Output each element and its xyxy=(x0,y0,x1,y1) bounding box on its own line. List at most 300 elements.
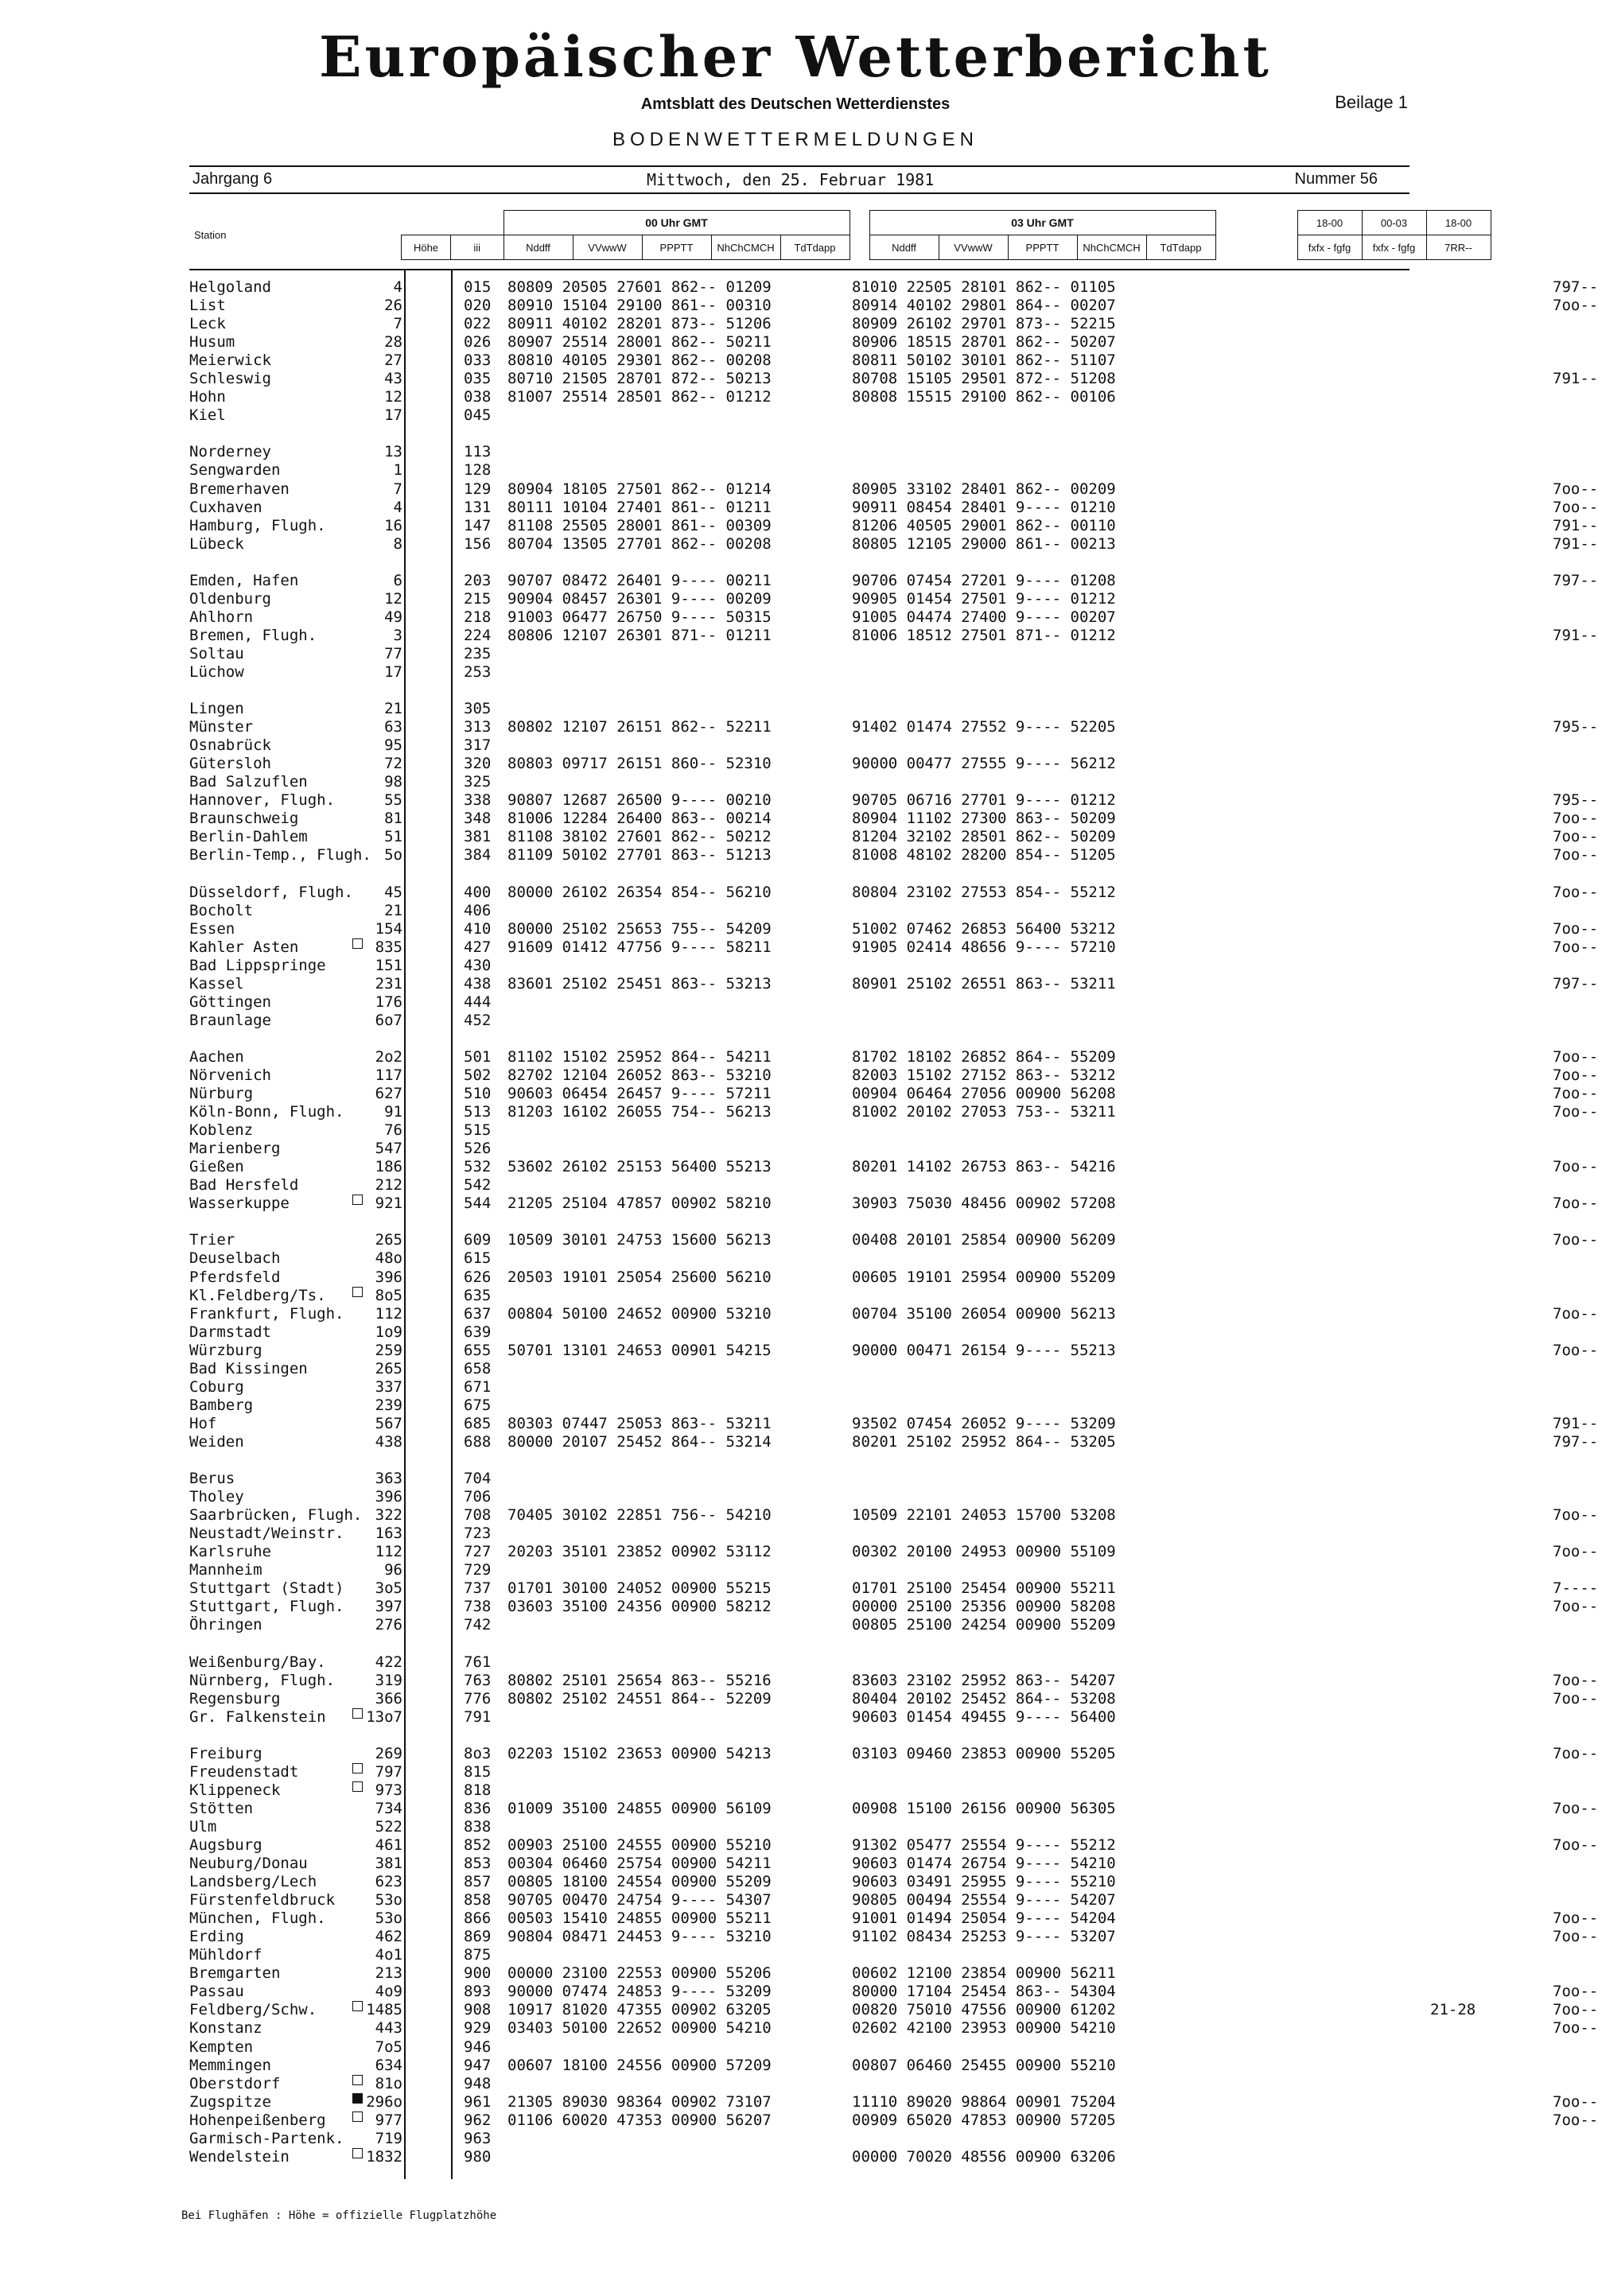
station-name: Saarbrücken, Flugh. xyxy=(189,1506,363,1525)
header-rule xyxy=(189,269,1409,270)
table-row xyxy=(189,2111,1598,2130)
table-row xyxy=(189,846,1598,864)
table-row xyxy=(189,1579,1598,1598)
station-name: Bad Salzuflen xyxy=(189,773,308,791)
hoehe-value: 319 xyxy=(375,1671,402,1689)
header-iii: iii xyxy=(451,235,504,260)
station-name: Bad Hersfeld xyxy=(189,1176,299,1195)
obs-03-gmt: 10509 22101 24053 15700 53208 xyxy=(852,1506,1116,1525)
obs-03-gmt: 03103 09460 23853 00900 55205 xyxy=(852,1744,1116,1762)
obs-03-gmt: 90905 01454 27501 9---- 01212 xyxy=(852,589,1116,608)
station-id: 875 xyxy=(464,1946,492,1964)
station-id: 325 xyxy=(464,773,492,791)
row-gap xyxy=(189,865,1414,884)
table-row xyxy=(189,1268,1414,1287)
hoehe-value: 322 xyxy=(375,1506,402,1525)
hoehe-value: 547 xyxy=(375,1140,402,1158)
table-row xyxy=(189,1799,1598,1818)
table-row xyxy=(189,1158,1598,1176)
table-row xyxy=(189,1744,1598,1763)
obs-00-gmt: 10509 30101 24753 15600 56213 xyxy=(507,1231,772,1249)
table-row xyxy=(189,626,1598,645)
hoehe-value: 45 xyxy=(384,883,402,901)
header-sub: TdTdapp xyxy=(780,235,850,260)
obs-03-gmt: 91302 05477 25554 9---- 55212 xyxy=(852,1836,1116,1854)
station-name: Nörvenich xyxy=(189,1066,271,1085)
beilage-label: Beilage 1 xyxy=(1335,92,1408,112)
obs-03-gmt: 80000 17104 25454 863-- 54304 xyxy=(852,1983,1116,2001)
obs-03-gmt: 00908 15100 26156 00900 56305 xyxy=(852,1799,1116,1817)
station-id: 671 xyxy=(464,1377,492,1396)
obs-03-gmt: 91001 01494 25054 9---- 54204 xyxy=(852,1909,1116,1928)
obs-03-gmt: 90805 00494 25554 9---- 54207 xyxy=(852,1891,1116,1909)
hoehe-value: 1485 xyxy=(366,2001,402,2019)
remark-wind: 21-28 xyxy=(1430,2001,1476,2019)
header-sub: Nddff xyxy=(504,235,573,260)
table-row xyxy=(189,608,1414,627)
obs-00-gmt: 80803 09717 26151 860-- 52310 xyxy=(507,755,772,773)
hoehe-value: 462 xyxy=(375,1928,402,1946)
obs-00-gmt: 80704 13505 27701 862-- 00208 xyxy=(507,534,772,553)
station-name: Bad Kissingen xyxy=(189,1359,308,1377)
station-id: 908 xyxy=(464,2001,492,2019)
station-name: Hof xyxy=(189,1414,217,1432)
obs-03-gmt: 00807 06460 25455 00900 55210 xyxy=(852,2056,1116,2074)
obs-03-gmt: 81002 20102 27053 753-- 53211 xyxy=(852,1103,1116,1121)
station-id: 156 xyxy=(464,534,492,553)
remark-precip: 791-- xyxy=(1553,1414,1598,1432)
row-gap xyxy=(189,1213,1414,1231)
table-row xyxy=(189,590,1414,608)
table-row xyxy=(189,1140,1414,1158)
station-id: 708 xyxy=(464,1506,492,1525)
station-id: 763 xyxy=(464,1671,492,1689)
station-id: 035 xyxy=(464,370,492,388)
station-name: Freudenstadt xyxy=(189,1762,299,1781)
station-name: Soltau xyxy=(189,644,244,662)
table-row xyxy=(189,1085,1598,1103)
obs-00-gmt: 80809 20505 27601 862-- 01209 xyxy=(507,278,772,296)
hoehe-value: 48o xyxy=(375,1249,402,1268)
hoehe-value: 835 xyxy=(375,938,402,956)
hoehe-value: 8o5 xyxy=(375,1286,402,1304)
hoehe-value: 3o5 xyxy=(375,1579,402,1598)
station-id: 869 xyxy=(464,1928,492,1946)
obs-00-gmt: 82702 12104 26052 863-- 53210 xyxy=(507,1066,772,1085)
remark-precip: 7oo-- xyxy=(1553,1231,1598,1249)
remark-precip: 7---- xyxy=(1553,1579,1598,1598)
hoehe-value: 3 xyxy=(393,626,402,644)
obs-03-gmt: 80708 15105 29501 872-- 51208 xyxy=(852,370,1116,388)
station-id: 427 xyxy=(464,938,492,956)
top-rule xyxy=(189,165,1409,167)
station-name: Husum xyxy=(189,333,235,352)
station-name: Coburg xyxy=(189,1377,244,1396)
obs-03-gmt: 80201 25102 25952 864-- 53205 xyxy=(852,1432,1116,1451)
table-row xyxy=(189,1249,1414,1268)
station-name: Gießen xyxy=(189,1158,244,1176)
hoehe-value: 921 xyxy=(375,1195,402,1213)
station-id: 688 xyxy=(464,1432,492,1451)
remark-precip: 7oo-- xyxy=(1553,1304,1598,1323)
station-name: Konstanz xyxy=(189,2019,262,2038)
obs-03-gmt: 80201 14102 26753 863-- 54216 xyxy=(852,1158,1116,1176)
hoehe-value: 21 xyxy=(384,700,402,718)
station-id: 501 xyxy=(464,1047,492,1066)
obs-03-gmt: 90000 00477 27555 9---- 56212 xyxy=(852,755,1116,773)
obs-03-gmt: 90603 03491 25955 9---- 55210 xyxy=(852,1873,1116,1891)
obs-03-gmt: 81006 18512 27501 871-- 01212 xyxy=(852,626,1116,644)
obs-00-gmt: 20203 35101 23852 00902 53112 xyxy=(507,1543,772,1561)
station-name: Lübeck xyxy=(189,534,244,553)
station-id: 852 xyxy=(464,1836,492,1854)
hoehe-value: 296o xyxy=(366,2092,402,2111)
remark-precip: 7oo-- xyxy=(1553,1066,1598,1085)
remark-precip: 7oo-- xyxy=(1553,1598,1598,1616)
table-row xyxy=(189,1341,1598,1360)
station-id: 513 xyxy=(464,1103,492,1121)
hoehe-value: 269 xyxy=(375,1744,402,1762)
table-row xyxy=(189,516,1598,535)
station-id: 658 xyxy=(464,1359,492,1377)
hoehe-value: 259 xyxy=(375,1341,402,1359)
table-row xyxy=(189,919,1598,938)
row-gap xyxy=(189,554,1414,572)
hoehe-value: 49 xyxy=(384,608,402,626)
hoehe-value: 51 xyxy=(384,828,402,846)
station-name: Ulm xyxy=(189,1817,217,1836)
obs-00-gmt: 03603 35100 24356 00900 58212 xyxy=(507,1598,772,1616)
table-row xyxy=(189,1946,1414,1964)
obs-00-gmt: 80910 15104 29100 861-- 00310 xyxy=(507,297,772,315)
header-station: Station xyxy=(194,229,227,241)
station-id: 128 xyxy=(464,461,492,480)
table-row xyxy=(189,480,1598,499)
station-id: 313 xyxy=(464,718,492,736)
table-row xyxy=(189,1855,1414,1873)
mountain-station-icon xyxy=(352,938,363,949)
station-name: Braunlage xyxy=(189,1011,271,1029)
obs-00-gmt: 80806 12107 26301 871-- 01211 xyxy=(507,626,772,644)
station-name: Bremerhaven xyxy=(189,480,290,498)
station-id: 706 xyxy=(464,1488,492,1506)
station-name: Frankfurt, Flugh. xyxy=(189,1304,344,1323)
obs-03-gmt: 81206 40505 29001 862-- 00110 xyxy=(852,516,1116,534)
hoehe-value: 1o9 xyxy=(375,1323,402,1341)
station-name: Schleswig xyxy=(189,370,271,388)
station-name: Helgoland xyxy=(189,278,271,296)
mountain-station-icon xyxy=(352,1195,363,1205)
header-sub: TdTdapp xyxy=(1146,235,1215,260)
hoehe-value: 6 xyxy=(393,571,402,589)
remark-precip: 7oo-- xyxy=(1553,498,1598,516)
column-header xyxy=(189,210,1491,260)
station-table xyxy=(189,278,1598,2166)
station-name: Erding xyxy=(189,1928,244,1946)
hoehe-value: 438 xyxy=(375,1432,402,1451)
obs-00-gmt: 70405 30102 22851 756-- 54210 xyxy=(507,1506,772,1525)
station-id: 235 xyxy=(464,644,492,662)
row-gap xyxy=(189,1030,1414,1048)
station-name: Pferdsfeld xyxy=(189,1268,281,1286)
station-name: Karlsruhe xyxy=(189,1543,271,1561)
jahrgang: Jahrgang 6 xyxy=(192,170,273,188)
table-row xyxy=(189,1708,1414,1727)
hoehe-value: 17 xyxy=(384,406,402,425)
obs-00-gmt: 90707 08472 26401 9---- 00211 xyxy=(507,571,772,589)
station-name: Marienberg xyxy=(189,1140,281,1158)
obs-00-gmt: 81102 15102 25952 864-- 54211 xyxy=(507,1047,772,1066)
obs-03-gmt: 80808 15515 29100 862-- 00106 xyxy=(852,388,1116,406)
remark-precip: 791-- xyxy=(1553,516,1598,534)
station-id: 791 xyxy=(464,1707,492,1726)
station-id: 045 xyxy=(464,406,492,425)
station-id: 129 xyxy=(464,480,492,498)
hoehe-value: 6o7 xyxy=(375,1011,402,1029)
header-r2-sub: fxfx - fgfg xyxy=(1362,235,1426,260)
remark-precip: 7oo-- xyxy=(1553,919,1598,938)
table-row xyxy=(189,1231,1598,1249)
station-name: Gütersloh xyxy=(189,755,271,773)
hoehe-value: 81o xyxy=(375,2074,402,2092)
station-name: Stuttgart (Stadt) xyxy=(189,1579,344,1598)
hoehe-value: 53o xyxy=(375,1891,402,1909)
table-row xyxy=(189,2001,1598,2019)
hoehe-value: 973 xyxy=(375,1781,402,1799)
obs-03-gmt: 91905 02414 48656 9---- 57210 xyxy=(852,938,1116,956)
station-id: 838 xyxy=(464,1817,492,1836)
remark-precip: 791-- xyxy=(1553,370,1598,388)
hoehe-value: 96 xyxy=(384,1561,402,1579)
hoehe-value: 522 xyxy=(375,1817,402,1836)
table-row xyxy=(189,1066,1598,1085)
obs-00-gmt: 90904 08457 26301 9---- 00209 xyxy=(507,589,772,608)
obs-00-gmt: 80303 07447 25053 863-- 53211 xyxy=(507,1414,772,1432)
obs-00-gmt: 00503 15410 24855 00900 55211 xyxy=(507,1909,772,1928)
station-name: Tholey xyxy=(189,1488,244,1506)
station-id: 444 xyxy=(464,993,492,1011)
table-row xyxy=(189,461,1414,480)
obs-00-gmt: 50701 13101 24653 00901 54215 xyxy=(507,1341,772,1359)
station-id: 338 xyxy=(464,791,492,810)
table-row xyxy=(189,1121,1414,1140)
remark-precip: 7oo-- xyxy=(1553,1341,1598,1359)
remark-precip: 797-- xyxy=(1553,571,1598,589)
remark-precip: 7oo-- xyxy=(1553,846,1598,864)
table-row xyxy=(189,1891,1414,1909)
station-name: Nürnberg, Flugh. xyxy=(189,1671,336,1689)
station-name: Meierwick xyxy=(189,352,271,370)
table-row xyxy=(189,1653,1414,1672)
station-name: Würzburg xyxy=(189,1341,262,1359)
obs-00-gmt: 81108 25505 28001 861-- 00309 xyxy=(507,516,772,534)
remark-precip: 7oo-- xyxy=(1553,810,1598,828)
table-row xyxy=(189,1432,1598,1451)
station-id: 8o3 xyxy=(464,1744,492,1762)
header-r1-sub: fxfx - fgfg xyxy=(1297,235,1362,260)
hoehe-value: 443 xyxy=(375,2019,402,2038)
table-row xyxy=(189,773,1414,791)
remark-precip: 7oo-- xyxy=(1553,1671,1598,1689)
hoehe-value: 397 xyxy=(375,1598,402,1616)
station-id: 723 xyxy=(464,1525,492,1543)
obs-03-gmt: 00408 20101 25854 00900 56209 xyxy=(852,1231,1116,1249)
header-sub: PPPTT xyxy=(1008,235,1077,260)
hoehe-value: 21 xyxy=(384,901,402,919)
station-name: Oberstdorf xyxy=(189,2074,281,2092)
station-name: Kl.Feldberg/Ts. xyxy=(189,1286,326,1304)
obs-00-gmt: 81006 12284 26400 863-- 00214 xyxy=(507,810,772,828)
station-id: 317 xyxy=(464,736,492,755)
table-row xyxy=(189,700,1414,718)
obs-00-gmt: 81007 25514 28501 862-- 01212 xyxy=(507,388,772,406)
obs-00-gmt: 10917 81020 47355 00902 63205 xyxy=(507,2001,772,2019)
station-name: Freiburg xyxy=(189,1744,262,1762)
table-row xyxy=(189,370,1598,388)
header-sub: NhChCMCH xyxy=(711,235,780,260)
station-name: Lüchow xyxy=(189,662,244,681)
station-id: 818 xyxy=(464,1781,492,1799)
hoehe-value: 627 xyxy=(375,1085,402,1103)
table-row xyxy=(189,1818,1414,1836)
table-row xyxy=(189,663,1414,682)
station-name: Berus xyxy=(189,1470,235,1488)
obs-03-gmt: 00000 25100 25356 00900 58208 xyxy=(852,1598,1116,1616)
table-row xyxy=(189,1983,1598,2001)
table-row xyxy=(189,1836,1598,1855)
station-id: 320 xyxy=(464,755,492,773)
remark-precip: 7oo-- xyxy=(1553,1543,1598,1561)
mountain-station-icon xyxy=(352,2111,363,2122)
obs-00-gmt: 00607 18100 24556 00900 57209 xyxy=(507,2056,772,2074)
table-row xyxy=(189,1763,1414,1781)
obs-03-gmt: 90603 01474 26754 9---- 54210 xyxy=(852,1855,1116,1873)
remark-precip: 7oo-- xyxy=(1553,1799,1598,1817)
table-row xyxy=(189,388,1414,406)
remark-precip: 791-- xyxy=(1553,534,1598,553)
remark-precip: 7oo-- xyxy=(1553,1506,1598,1525)
table-row xyxy=(189,902,1414,920)
station-name: Hannover, Flugh. xyxy=(189,791,336,810)
table-row xyxy=(189,1689,1598,1708)
issue-date: Mittwoch, den 25. Februar 1981 xyxy=(647,170,935,189)
table-row xyxy=(189,1909,1598,1928)
table-row xyxy=(189,974,1598,993)
hoehe-value: 4o9 xyxy=(375,1983,402,2001)
station-id: 637 xyxy=(464,1304,492,1323)
table-row xyxy=(189,1103,1598,1121)
hoehe-value: 98 xyxy=(384,773,402,791)
hoehe-value: 2o2 xyxy=(375,1047,402,1066)
station-name: Memmingen xyxy=(189,2056,271,2074)
station-id: 410 xyxy=(464,919,492,938)
remark-precip: 7oo-- xyxy=(1553,1836,1598,1854)
station-id: 948 xyxy=(464,2074,492,2092)
obs-00-gmt: 90807 12687 26500 9---- 00210 xyxy=(507,791,772,810)
obs-00-gmt: 90000 07474 24853 9---- 53209 xyxy=(507,1983,772,2001)
obs-00-gmt: 80810 40105 29301 862-- 00208 xyxy=(507,352,772,370)
hoehe-value: 7o5 xyxy=(375,2038,402,2056)
station-id: 858 xyxy=(464,1891,492,1909)
table-row xyxy=(189,645,1414,663)
station-name: Cuxhaven xyxy=(189,498,262,516)
remark-precip: 7oo-- xyxy=(1553,1928,1598,1946)
remark-precip: 7oo-- xyxy=(1553,2092,1598,2111)
table-row xyxy=(189,1360,1414,1378)
hoehe-value: 734 xyxy=(375,1799,402,1817)
obs-03-gmt: 91005 04474 27400 9---- 00207 xyxy=(852,608,1116,626)
hoehe-value: 4o1 xyxy=(375,1946,402,1964)
info-rule xyxy=(189,192,1409,194)
obs-00-gmt: 80111 10104 27401 861-- 01211 xyxy=(507,498,772,516)
station-name: Norderney xyxy=(189,443,271,461)
table-row xyxy=(189,718,1598,736)
obs-00-gmt: 20503 19101 25054 25600 56210 xyxy=(507,1268,772,1286)
hoehe-value: 366 xyxy=(375,1689,402,1707)
station-id: 961 xyxy=(464,2092,492,2111)
table-row xyxy=(189,1195,1598,1213)
obs-00-gmt: 01106 60020 47353 00900 56207 xyxy=(507,2111,772,2129)
station-id: 384 xyxy=(464,846,492,864)
station-id: 438 xyxy=(464,974,492,993)
hoehe-value: 363 xyxy=(375,1470,402,1488)
obs-03-gmt: 80805 12105 29000 861-- 00213 xyxy=(852,534,1116,553)
table-row xyxy=(189,498,1598,517)
obs-03-gmt: 90706 07454 27201 9---- 01208 xyxy=(852,571,1116,589)
obs-03-gmt: 02602 42100 23953 00900 54210 xyxy=(852,2019,1116,2038)
header-sub: Nddff xyxy=(869,235,939,260)
remark-precip: 795-- xyxy=(1553,791,1598,810)
station-id: 836 xyxy=(464,1799,492,1817)
obs-03-gmt: 82003 15102 27152 863-- 53212 xyxy=(852,1066,1116,1085)
obs-03-gmt: 91402 01474 27552 9---- 52205 xyxy=(852,718,1116,736)
hoehe-value: 63 xyxy=(384,718,402,736)
table-row xyxy=(189,1047,1598,1066)
table-row xyxy=(189,1397,1414,1415)
station-name: Neuburg/Donau xyxy=(189,1855,308,1873)
remark-precip: 7oo-- xyxy=(1553,1195,1598,1213)
obs-00-gmt: 03403 50100 22652 00900 54210 xyxy=(507,2019,772,2038)
hoehe-value: 265 xyxy=(375,1231,402,1249)
mountain-station-icon xyxy=(352,2075,363,2085)
station-name: Hohenpeißenberg xyxy=(189,2111,326,2129)
station-name: Wasserkuppe xyxy=(189,1195,290,1213)
obs-00-gmt: 81109 50102 27701 863-- 51213 xyxy=(507,846,772,864)
remark-precip: 7oo-- xyxy=(1553,2001,1598,2019)
obs-03-gmt: 80914 40102 29801 864-- 00207 xyxy=(852,297,1116,315)
table-row xyxy=(189,2019,1598,2038)
station-name: Berlin-Dahlem xyxy=(189,828,308,846)
obs-00-gmt: 00804 50100 24652 00900 53210 xyxy=(507,1304,772,1323)
obs-03-gmt: 80909 26102 29701 873-- 52215 xyxy=(852,315,1116,333)
remark-precip: 7oo-- xyxy=(1553,1158,1598,1176)
obs-00-gmt: 80000 26102 26354 854-- 56210 xyxy=(507,883,772,901)
obs-03-gmt: 00605 19101 25954 00900 55209 xyxy=(852,1268,1116,1286)
hoehe-value: 4 xyxy=(393,498,402,516)
station-id: 305 xyxy=(464,700,492,718)
remark-precip: 7oo-- xyxy=(1553,1983,1598,2001)
hoehe-value: 12 xyxy=(384,589,402,608)
hoehe-value: 176 xyxy=(375,993,402,1011)
table-row xyxy=(189,2130,1414,2148)
hoehe-value: 634 xyxy=(375,2056,402,2074)
hoehe-value: 28 xyxy=(384,333,402,352)
row-gap xyxy=(189,682,1414,700)
hoehe-value: 17 xyxy=(384,662,402,681)
hoehe-value: 7 xyxy=(393,480,402,498)
hoehe-value: 8 xyxy=(393,534,402,553)
station-id: 853 xyxy=(464,1855,492,1873)
